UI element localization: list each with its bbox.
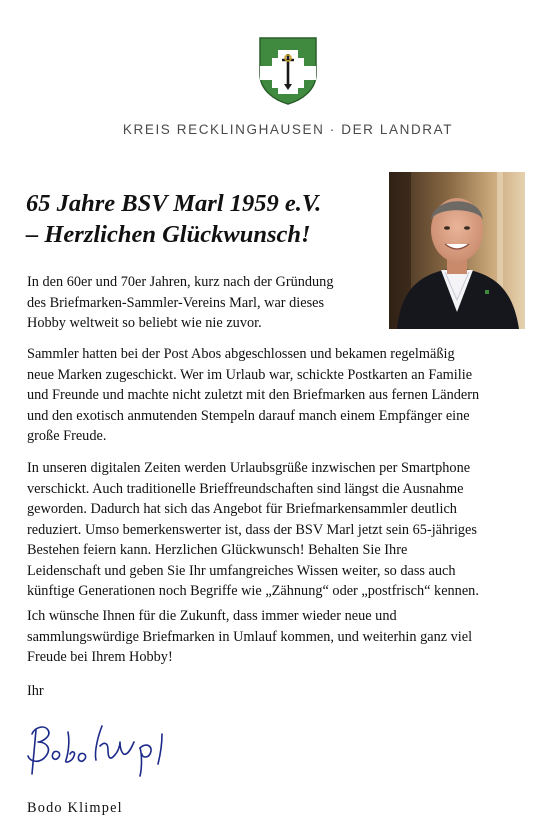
paragraph-line: und Freunde und machte nicht zuletzt mit den Briefmarken aus fernen Ländern bbox=[27, 387, 480, 403]
portrait-photo bbox=[389, 172, 525, 329]
coat-of-arms-icon bbox=[258, 36, 318, 106]
paragraph-line: In unseren digitalen Zeiten werden Urlaubsgrüße inzwischen per Smartphone bbox=[27, 460, 471, 476]
paragraph-line: Sammler hatten bei der Post Abos abgeschlossen und bekamen regelmäßig bbox=[27, 346, 455, 362]
paragraph-line: große Freude. bbox=[27, 428, 107, 444]
paragraph-3 bbox=[27, 458, 479, 602]
paragraph-line: künftige Generationen noch Begriffe wie „Zähnung“ oder „postfrisch“ kennen. bbox=[27, 583, 479, 599]
paragraph-4 bbox=[27, 606, 472, 668]
title-line-1: 65 Jahre BSV Marl 1959 e.V. bbox=[26, 190, 322, 217]
paragraph-line: Freude bei Ihrem Hobby! bbox=[27, 649, 173, 665]
paragraph-line: Leidenschaft und geben Sie Ihr umfangreiches Wissen weiter, so dass auch bbox=[27, 562, 456, 579]
title-line-2: – Herzlichen Glückwunsch! bbox=[26, 221, 311, 248]
paragraph-line: verschickt. Auch traditionelle Brieffreundschaften sind längst die Ausnahme bbox=[27, 480, 464, 497]
paragraph-line: des Briefmarken-Sammler-Vereins Marl, war dieses bbox=[27, 294, 325, 311]
authority-name: KREIS RECKLINGHAUSEN · DER LANDRAT bbox=[122, 122, 454, 137]
signature-icon bbox=[24, 712, 194, 782]
paragraph-line: neue Marken zugeschickt. Wer im Urlaub war, schickte Postkarten an Familie bbox=[27, 366, 473, 383]
paragraph-line: Hobby weltweit so beliebt wie nie zuvor. bbox=[27, 315, 262, 331]
page-title bbox=[26, 188, 382, 250]
paragraph-1 bbox=[27, 272, 333, 334]
paragraph-line: Bestehen feiern kann. Herzlichen Glückwunsch! Behalten Sie Ihre bbox=[27, 542, 408, 558]
paragraph-line: sammlungswürdige Briefmarken in Umlauf kommen, und weiterhin ganz viel bbox=[27, 628, 473, 645]
paragraph-line: In den 60er und 70er Jahren, kurz nach der Gründung bbox=[27, 274, 334, 290]
paragraph-line: Ich wünsche Ihnen für die Zukunft, dass immer wieder neue und bbox=[27, 608, 397, 624]
closing-salutation: Ihr bbox=[27, 683, 44, 699]
paragraph-line: und den exotisch anmutenden Stempeln darauf manch einem Empfänger eine bbox=[27, 407, 470, 424]
paragraph-line: geworden. Dadurch hat sich das Angebot für Briefmarkensammler deutlich bbox=[27, 501, 457, 517]
paragraph-line: reduziert. Umso bemerkenswerter ist, dass der BSV Marl jetzt sein 65-jähriges bbox=[27, 521, 477, 538]
signer-name: Bodo Klimpel bbox=[27, 800, 123, 816]
paragraph-2 bbox=[27, 344, 479, 447]
